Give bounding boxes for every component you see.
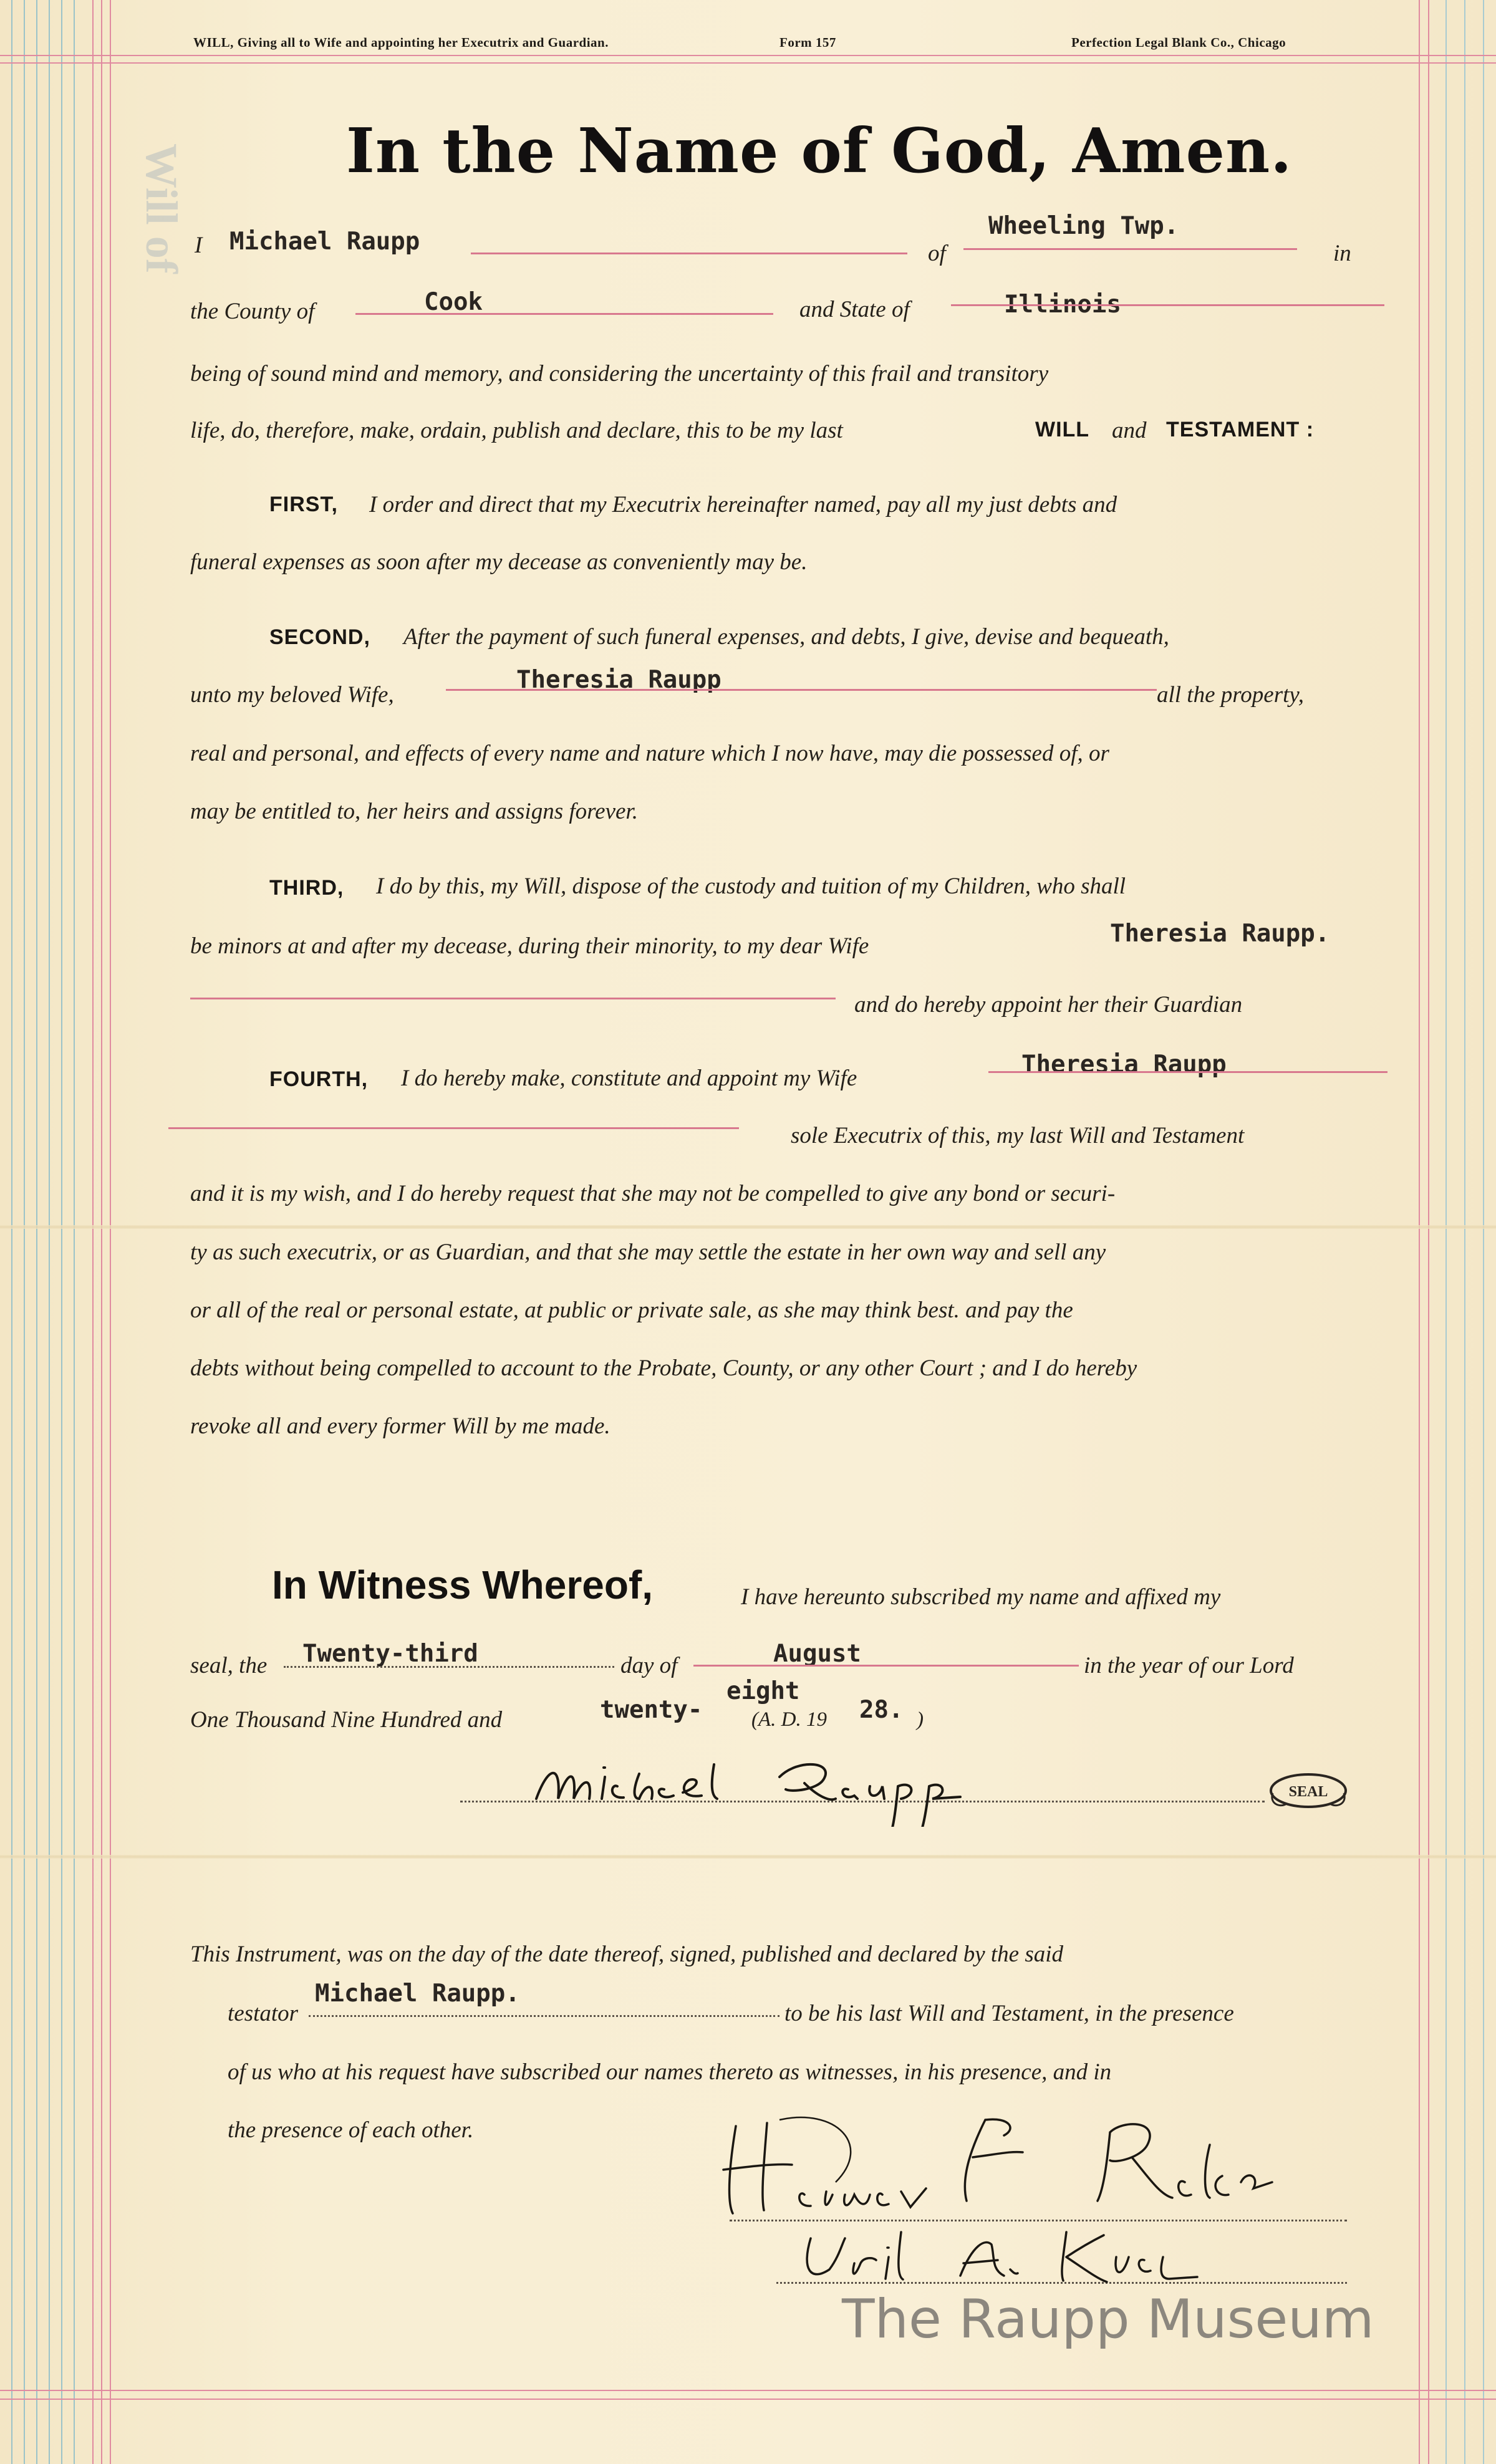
of-label: of	[928, 241, 946, 266]
county-label: the County of	[190, 299, 315, 324]
fill-line	[284, 1666, 614, 1668]
day-of-label: day of	[620, 1653, 678, 1678]
fill-line	[963, 248, 1297, 250]
first-line-1: I order and direct that my Executrix hereinafter named, pay all my just debts and	[369, 492, 1117, 517]
fourth-line-6: debts without being compelled to account to the Probate, County, or any other Court ; and I do hereby	[190, 1355, 1137, 1381]
second-line-1: After the payment of such funeral expenses, and debts, I give, devise and bequeath,	[403, 624, 1169, 650]
witness-month: August	[773, 1640, 861, 1668]
ad-close: )	[917, 1708, 924, 1731]
fill-line	[355, 313, 773, 315]
second-line-2b: all the property,	[1157, 682, 1305, 708]
right-margin-blue-rule	[1464, 0, 1465, 2464]
third-line-3: and do hereby appoint her their Guardian	[854, 992, 1243, 1018]
state: Illinois	[1004, 291, 1121, 319]
fill-line	[693, 1665, 1079, 1667]
first-label: FIRST,	[269, 493, 338, 516]
opening-line-3: being of sound mind and memory, and considering the uncertainty of this frail and transitory	[190, 361, 1049, 387]
left-margin-red-rule	[101, 0, 102, 2464]
year-label: in the year of our Lord	[1084, 1653, 1294, 1678]
fill-line	[951, 304, 1384, 306]
paper-fold	[0, 1855, 1496, 1859]
witness-day: Twenty-third	[302, 1640, 478, 1668]
fourth-line-1a: I do hereby make, constitute and appoint my Wife	[401, 1066, 857, 1091]
attestation-line-4: the presence of each other.	[228, 2117, 474, 2143]
left-margin-red-rule	[110, 0, 111, 2464]
right-margin-blue-rule	[1483, 0, 1484, 2464]
left-margin-blue-rule	[74, 0, 75, 2464]
seal-stamp	[1268, 1769, 1349, 1814]
witness-heading: In Witness Whereof,	[272, 1562, 654, 1607]
fill-line	[309, 2015, 779, 2017]
bottom-red-rule	[0, 2390, 1496, 2391]
attestation-line-2b: to be his last Will and Testament, in the presence	[784, 2001, 1234, 2026]
opening-prefix: I	[195, 233, 203, 258]
fourth-line-3: and it is my wish, and I do hereby request that she may not be compelled to give any bond or securi-	[190, 1181, 1116, 1206]
fourth-line-7: revoke all and every former Will by me made.	[190, 1413, 610, 1439]
paper-fold	[0, 1225, 1496, 1229]
first-line-2: funeral expenses as soon after my decease as conveniently may be.	[190, 549, 808, 575]
museum-watermark: The Raupp Museum	[842, 2288, 1374, 2351]
testator-signature	[524, 1740, 1073, 1827]
third-line-2a: be minors at and after my decease, during their minority, to my dear Wife	[190, 933, 869, 959]
publisher: Perfection Legal Blank Co., Chicago	[1071, 35, 1286, 50]
and-word: and	[1112, 418, 1147, 443]
top-red-rule	[0, 55, 1496, 56]
witness-line-1: I have hereunto subscribed my name and affixed my	[741, 1584, 1221, 1610]
attestation-testator: Michael Raupp.	[315, 1980, 520, 2008]
bottom-red-rule	[0, 2399, 1496, 2400]
opening-line-4: life, do, therefore, make, ordain, publish and declare, this to be my last	[190, 418, 843, 443]
right-margin-red-rule	[1419, 0, 1420, 2464]
second-line-4: may be entitled to, her heirs and assigns forever.	[190, 799, 638, 824]
fill-line	[446, 689, 1157, 691]
wife-name: Theresia Raupp	[1021, 1051, 1227, 1079]
fourth-line-5: or all of the real or personal estate, at public or private sale, as she may think best. and pay the	[190, 1297, 1073, 1323]
fill-line	[988, 1071, 1387, 1073]
county: Cook	[424, 288, 483, 316]
left-margin-blue-rule	[61, 0, 62, 2464]
year-words-2: eight	[726, 1677, 800, 1705]
fourth-line-4: ty as such executrix, or as Guardian, and that she may settle the estate in her own way and sell any	[190, 1239, 1106, 1265]
top-red-rule	[0, 62, 1496, 64]
left-margin-blue-rule	[24, 0, 25, 2464]
fourth-line-2: sole Executrix of this, my last Will and Testament	[791, 1123, 1245, 1148]
witness-signature-2	[786, 2220, 1285, 2294]
seal-label: seal, the	[190, 1653, 268, 1678]
testator-label: testator	[228, 2001, 299, 2026]
left-margin-blue-rule	[36, 0, 37, 2464]
witness-line-3a: One Thousand Nine Hundred and	[190, 1707, 503, 1733]
year-words-1: twenty-	[600, 1696, 703, 1724]
third-line-1: I do by this, my Will, dispose of the custody and tuition of my Children, who shall	[376, 873, 1126, 899]
testator-name: Michael Raupp	[229, 228, 420, 256]
ad-year: 28.	[859, 1696, 904, 1724]
seal-label: SEAL	[1288, 1784, 1328, 1800]
wife-name: Theresia Raupp	[516, 666, 721, 694]
left-margin-blue-rule	[49, 0, 50, 2464]
second-label: SECOND,	[269, 625, 370, 649]
fill-line	[471, 253, 907, 254]
state-label: and State of	[799, 297, 910, 322]
fill-line	[168, 1127, 739, 1129]
form-number: Form 157	[779, 35, 836, 50]
in-label: in	[1333, 241, 1351, 266]
testament-word: TESTAMENT :	[1166, 418, 1315, 441]
right-margin-blue-rule	[1445, 0, 1447, 2464]
attestation-line-3: of us who at his request have subscribed our names thereto as witnesses, in his presence, and in	[228, 2059, 1112, 2085]
second-line-2a: unto my beloved Wife,	[190, 682, 394, 708]
second-line-3: real and personal, and effects of every name and nature which I now have, may die possessed of, or	[190, 741, 1109, 766]
third-label: THIRD,	[269, 876, 344, 900]
left-margin-red-rule	[92, 0, 94, 2464]
fourth-label: FOURTH,	[269, 1067, 369, 1091]
attestation-line-1: This Instrument, was on the day of the date thereof, signed, published and declared by the said	[190, 1942, 1064, 1967]
wife-name: Theresia Raupp.	[1110, 920, 1330, 948]
form-title: WILL, Giving all to Wife and appointing her Executrix and Guardian.	[193, 35, 609, 50]
right-margin-red-rule	[1428, 0, 1429, 2464]
witness-signature-1	[711, 2107, 1334, 2232]
residence: Wheeling Twp.	[988, 212, 1179, 240]
will-word: WILL	[1035, 418, 1090, 441]
fill-line	[190, 998, 836, 999]
ad-label: (A. D. 19	[751, 1708, 827, 1731]
document-title: In the Name of God, Amen.	[346, 115, 1293, 187]
left-margin-blue-rule	[11, 0, 12, 2464]
bleed-through-text: Will of	[137, 143, 186, 274]
